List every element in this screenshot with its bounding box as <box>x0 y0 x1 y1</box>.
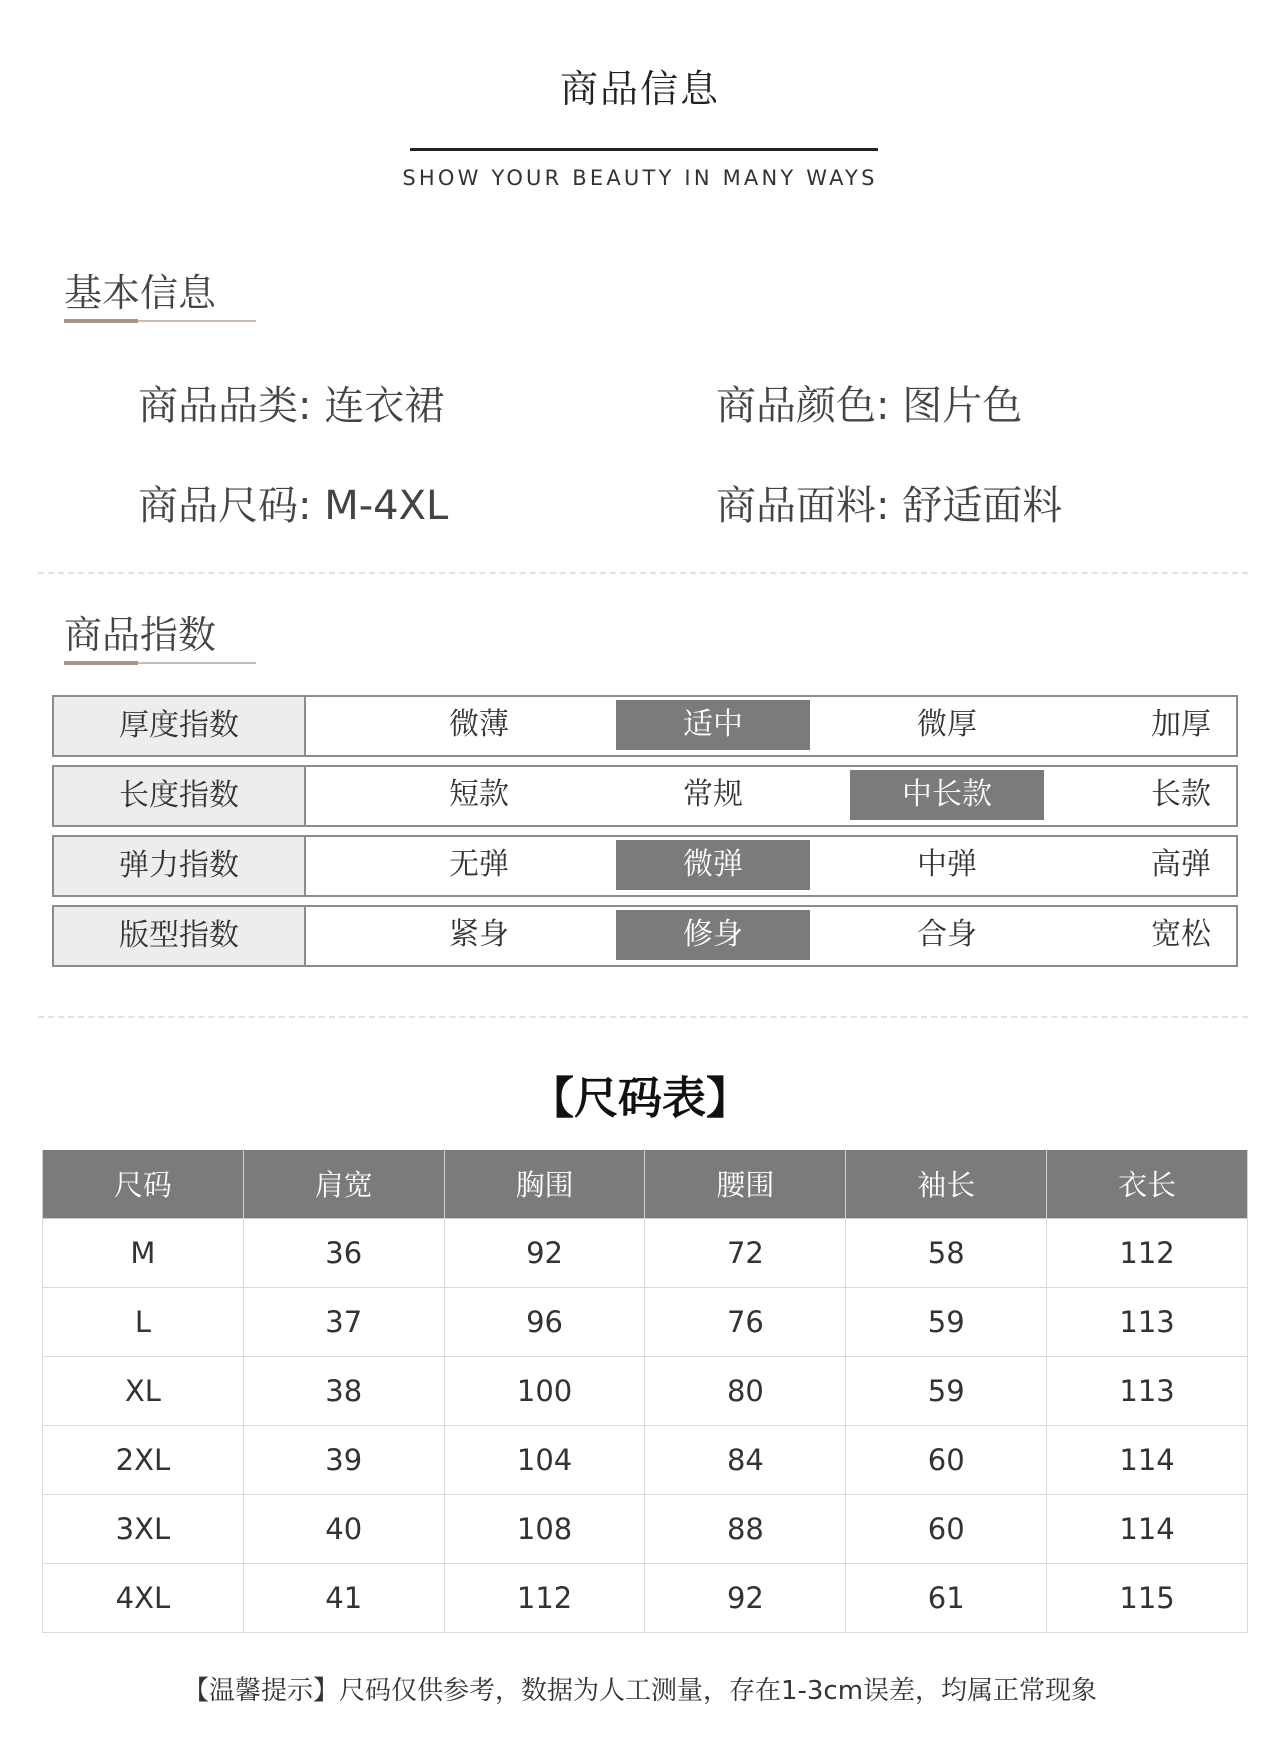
size-chart-header-row <box>43 1150 1248 1218</box>
index-label: 弹力指数 <box>54 837 306 895</box>
color-value: 图片色 <box>902 383 1023 429</box>
index-option-selected: 中长款 <box>850 770 1044 820</box>
table-row <box>43 1287 1248 1356</box>
category-field <box>138 374 444 431</box>
title-rule <box>410 148 878 151</box>
table-cell: 37 <box>243 1287 444 1356</box>
table-cell: 80 <box>645 1356 846 1425</box>
basic-info-underline <box>64 320 256 322</box>
table-cell: XL <box>43 1356 244 1425</box>
page-title: 商品信息 <box>559 67 720 111</box>
table-cell: 113 <box>1047 1287 1248 1356</box>
table-cell: 113 <box>1047 1356 1248 1425</box>
table-cell: 39 <box>243 1425 444 1494</box>
column-header: 袖长 <box>846 1150 1047 1218</box>
table-cell: 100 <box>444 1356 645 1425</box>
color-label: 商品颜色: <box>716 383 890 429</box>
table-cell: 88 <box>645 1494 846 1563</box>
fabric-label: 商品面料: <box>716 483 890 529</box>
index-row-length <box>52 765 1238 827</box>
size-chart-table <box>42 1150 1248 1633</box>
table-cell: 96 <box>444 1287 645 1356</box>
table-cell: 92 <box>444 1218 645 1287</box>
column-header: 胸围 <box>444 1150 645 1218</box>
table-cell: L <box>43 1287 244 1356</box>
index-option: 紧身 <box>449 917 509 952</box>
product-index-heading: 商品指数 <box>64 613 217 657</box>
index-row-elasticity <box>52 835 1238 897</box>
index-row-thickness <box>52 695 1238 757</box>
table-cell: 114 <box>1047 1425 1248 1494</box>
table-row <box>43 1494 1248 1563</box>
column-header: 尺码 <box>43 1150 244 1218</box>
table-cell: 41 <box>243 1563 444 1632</box>
index-label: 厚度指数 <box>54 697 306 755</box>
table-row <box>43 1425 1248 1494</box>
size-chart-title: 【尺码表】 <box>530 1073 750 1124</box>
table-cell: 40 <box>243 1494 444 1563</box>
table-cell: 60 <box>846 1494 1047 1563</box>
table-cell: 38 <box>243 1356 444 1425</box>
basic-info-heading: 基本信息 <box>64 271 217 315</box>
index-option: 微薄 <box>449 707 509 742</box>
index-option-selected: 微弹 <box>616 840 810 890</box>
color-field <box>716 374 1022 431</box>
table-cell: 84 <box>645 1425 846 1494</box>
table-row <box>43 1218 1248 1287</box>
index-option: 中弹 <box>917 847 977 882</box>
table-cell: 59 <box>846 1356 1047 1425</box>
index-option: 常规 <box>683 777 743 812</box>
index-option-selected: 适中 <box>616 700 810 750</box>
index-label: 长度指数 <box>54 767 306 825</box>
table-cell: 92 <box>645 1563 846 1632</box>
table-cell: 61 <box>846 1563 1047 1632</box>
table-cell: 114 <box>1047 1494 1248 1563</box>
table-cell: 2XL <box>43 1425 244 1494</box>
table-cell: 4XL <box>43 1563 244 1632</box>
table-cell: 112 <box>1047 1218 1248 1287</box>
section-divider <box>38 1016 1248 1018</box>
table-cell: 108 <box>444 1494 645 1563</box>
table-cell: 60 <box>846 1425 1047 1494</box>
index-option: 无弹 <box>449 847 509 882</box>
table-cell: 76 <box>645 1287 846 1356</box>
section-divider <box>38 572 1248 574</box>
size-label: 商品尺码: <box>138 483 312 529</box>
table-cell: 59 <box>846 1287 1047 1356</box>
table-cell: 104 <box>444 1425 645 1494</box>
size-field <box>138 474 448 531</box>
index-option-selected: 修身 <box>616 910 810 960</box>
index-option: 长款 <box>1151 777 1211 812</box>
fabric-value: 舒适面料 <box>902 483 1063 529</box>
table-cell: 58 <box>846 1218 1047 1287</box>
index-option: 宽松 <box>1151 917 1211 952</box>
table-cell: 72 <box>645 1218 846 1287</box>
index-row-fit <box>52 905 1238 967</box>
table-cell: 36 <box>243 1218 444 1287</box>
table-cell: 112 <box>444 1563 645 1632</box>
table-cell: M <box>43 1218 244 1287</box>
table-cell: 115 <box>1047 1563 1248 1632</box>
index-option: 合身 <box>917 917 977 952</box>
table-cell: 3XL <box>43 1494 244 1563</box>
index-option: 高弹 <box>1151 847 1211 882</box>
size-value: M-4XL <box>324 483 449 529</box>
table-row <box>43 1563 1248 1632</box>
footer-note: 【温馨提示】尺码仅供参考，数据为人工测量，存在1-3cm误差，均属正常现象 <box>182 1676 1098 1706</box>
product-index-underline <box>64 662 256 664</box>
category-value: 连衣裙 <box>324 383 445 429</box>
page-subtitle: SHOW YOUR BEAUTY IN MANY WAYS <box>402 166 878 190</box>
index-option: 短款 <box>449 777 509 812</box>
fabric-field <box>716 474 1062 531</box>
column-header: 衣长 <box>1047 1150 1248 1218</box>
index-label: 版型指数 <box>54 907 306 965</box>
column-header: 肩宽 <box>243 1150 444 1218</box>
index-option: 微厚 <box>917 707 977 742</box>
category-label: 商品品类: <box>138 383 312 429</box>
table-row <box>43 1356 1248 1425</box>
column-header: 腰围 <box>645 1150 846 1218</box>
index-option: 加厚 <box>1151 707 1211 742</box>
